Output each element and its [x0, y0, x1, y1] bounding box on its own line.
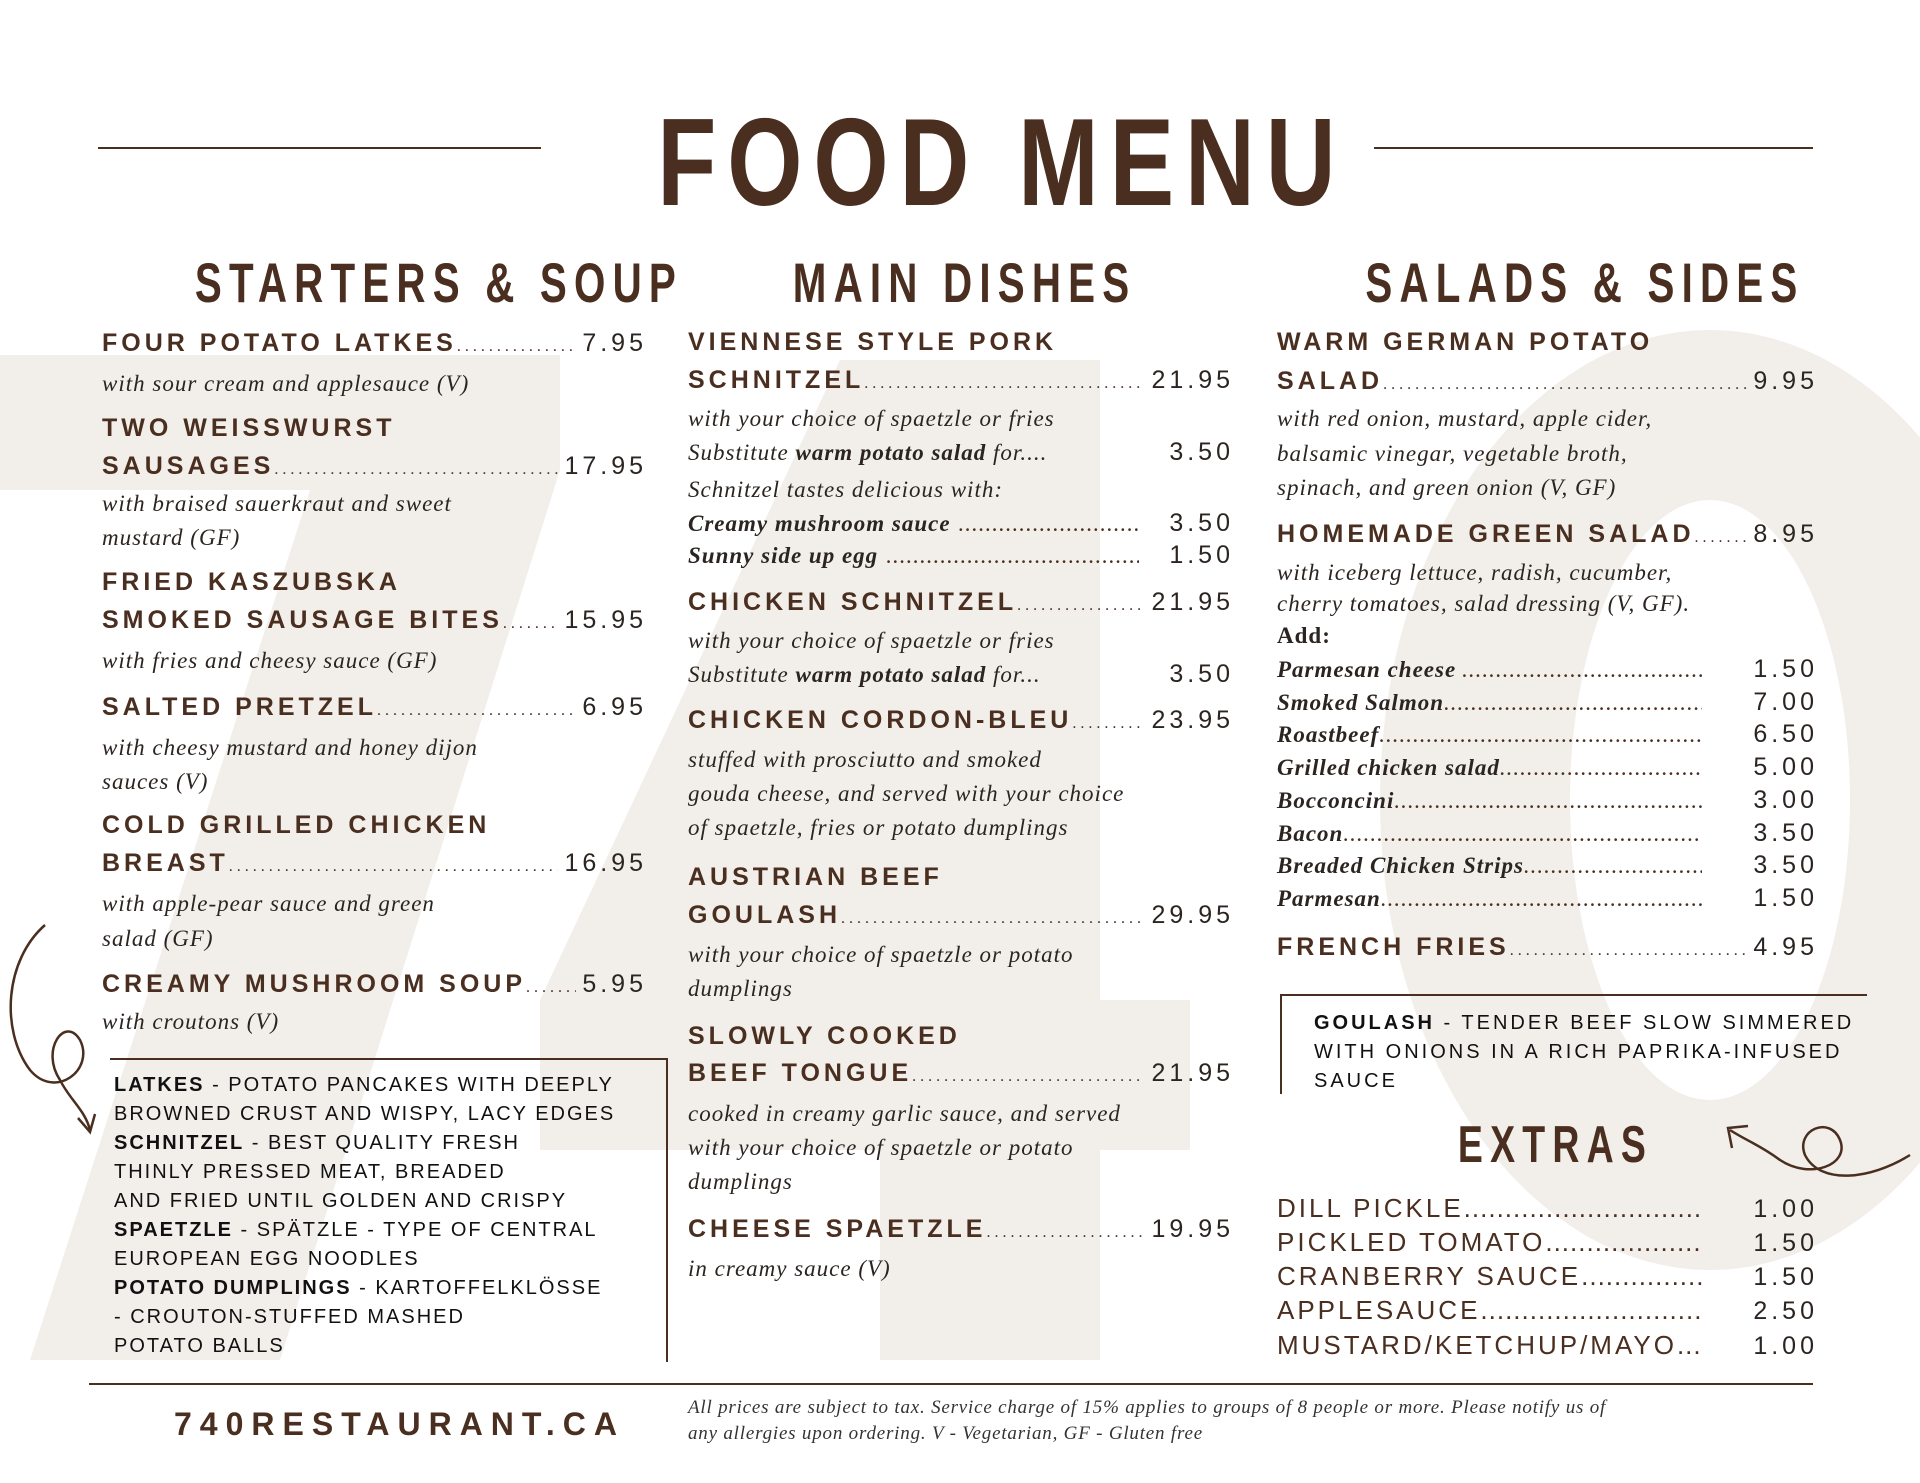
dot-leader: [1394, 788, 1702, 814]
page-title-wrap: [560, 92, 1360, 234]
item-name: CHICKEN SCHNITZEL: [688, 588, 1018, 616]
item-price: 6.95: [582, 693, 647, 721]
glossary-text: - KARTOFFELKLÖSSE: [351, 1277, 603, 1299]
section-mains-wrap: [700, 250, 1230, 315]
menu-row: [1277, 933, 1818, 965]
item-name: CHEESE SPAETZLE: [688, 1215, 987, 1243]
item-price: 21.95: [1151, 588, 1234, 616]
item-name: COLD GRILLED CHICKEN: [102, 811, 491, 839]
menu-row: [688, 660, 1234, 692]
menu-row: [1277, 688, 1818, 720]
section-extras-wrap: [1400, 1115, 1710, 1175]
sub-text: Substitute: [688, 440, 796, 465]
item-price: 5.00: [1753, 753, 1818, 781]
menu-row: [688, 366, 1234, 398]
divider: [1374, 147, 1813, 149]
dot-leader: [1695, 522, 1748, 554]
extra-name: MUSTARD/KETCHUP/MAYO: [1277, 1330, 1677, 1360]
dot-leader: [1677, 1330, 1702, 1361]
sub-text: warm potato salad: [795, 440, 987, 465]
menu-row: [102, 693, 647, 725]
item-description: salad (GF): [102, 926, 214, 951]
menu-row: [1277, 1295, 1818, 1327]
menu-row: [1277, 786, 1818, 818]
item-name: HOMEMADE GREEN SALAD: [1277, 520, 1695, 548]
menu-row: [1277, 720, 1818, 752]
item-description: sauces (V): [102, 769, 209, 794]
dot-leader: [1383, 369, 1747, 401]
menu-row: [102, 452, 647, 484]
item-price: 19.95: [1151, 1215, 1234, 1243]
item-price: 7.00: [1753, 688, 1818, 716]
sub-text: Substitute: [688, 662, 796, 687]
glossary-term: SCHNITZEL: [114, 1132, 245, 1154]
dot-leader: [1480, 1295, 1702, 1326]
glossary-text: THINLY PRESSED MEAT, BREADED: [114, 1161, 506, 1183]
menu-row: [1277, 819, 1818, 851]
divider: [98, 147, 541, 149]
extra-name: DILL PICKLE: [1277, 1193, 1464, 1223]
item-price: 21.95: [1151, 366, 1234, 394]
menu-row: [688, 706, 1234, 738]
item-price: 1.50: [1753, 655, 1818, 683]
item-price: 21.95: [1151, 1059, 1234, 1087]
footer-note-line: All prices are subject to tax. Service charge of 15% applies to groups of 8 people or more. Please notify us of: [688, 1397, 1607, 1418]
dot-leader: [886, 543, 1139, 569]
addon-name: Grilled chicken salad: [1277, 755, 1500, 780]
item-description: dumplings: [688, 976, 793, 1001]
section-extras-heading: EXTRAS: [1457, 1116, 1653, 1174]
section-starters-heading: STARTERS & SOUP: [194, 251, 683, 314]
addon-name: Parmesan cheese: [1277, 657, 1457, 682]
dot-leader: [1444, 690, 1702, 716]
item-price: 2.50: [1753, 1297, 1818, 1325]
dot-leader: [1464, 1193, 1702, 1224]
addon-name: Parmesan: [1277, 886, 1381, 911]
item-name: WARM GERMAN POTATO: [1277, 328, 1654, 356]
menu-row: [688, 588, 1234, 620]
menu-row: [688, 438, 1234, 470]
item-name: GOULASH: [688, 901, 841, 929]
sub-text: for...: [986, 662, 1041, 687]
item-description: with your choice of spaetzle or fries: [688, 406, 1055, 431]
menu-row: [1277, 753, 1818, 785]
item-description: with your choice of spaetzle or potato: [688, 942, 1074, 967]
menu-row: [688, 541, 1234, 573]
glossary-text: - BEST QUALITY FRESH: [244, 1132, 520, 1154]
section-salads-wrap: [1280, 250, 1825, 315]
item-price: 15.95: [564, 606, 647, 634]
item-name: AUSTRIAN BEEF: [688, 863, 943, 891]
dot-leader: [986, 1217, 1145, 1249]
dot-leader: [1581, 1261, 1702, 1292]
dot-leader: [1072, 708, 1145, 740]
section-salads-heading: SALADS & SIDES: [1365, 251, 1805, 314]
menu-row: [688, 1215, 1234, 1247]
glossary-text: EUROPEAN EGG NOODLES: [114, 1248, 420, 1270]
glossary-text: - CROUTON-STUFFED MASHED: [114, 1306, 465, 1328]
dot-leader: [1524, 853, 1702, 879]
item-description: mustard (GF): [102, 525, 241, 550]
item-price: 3.00: [1753, 786, 1818, 814]
extra-name: APPLESAUCE: [1277, 1295, 1481, 1325]
item-price: 3.50: [1753, 819, 1818, 847]
menu-row: [102, 329, 647, 361]
item-description: with fries and cheesy sauce (GF): [102, 648, 438, 673]
item-price: 1.00: [1753, 1195, 1818, 1223]
footer-divider: [89, 1383, 1813, 1385]
curly-arrow-icon: [1710, 1070, 1920, 1190]
addon-name: Bacon: [1277, 821, 1344, 846]
dot-leader: [457, 331, 576, 363]
item-price: 9.95: [1753, 367, 1818, 395]
item-price: 6.50: [1753, 720, 1818, 748]
item-description: with cheesy mustard and honey dijon: [102, 735, 478, 760]
menu-row: [1277, 367, 1818, 399]
dot-leader: [864, 368, 1145, 400]
item-price: 1.50: [1169, 541, 1234, 569]
item-name: SLOWLY COOKED: [688, 1022, 961, 1050]
item-price: 8.95: [1753, 520, 1818, 548]
menu-row: [688, 901, 1234, 933]
item-description: Schnitzel tastes delicious with:: [688, 477, 1003, 502]
item-price: 5.95: [582, 970, 647, 998]
extra-name: CRANBERRY SAUCE: [1277, 1261, 1582, 1291]
item-name: CREAMY MUSHROOM SOUP: [102, 970, 527, 998]
item-price: 1.50: [1753, 1229, 1818, 1257]
item-description: with braised sauerkraut and sweet: [102, 491, 452, 516]
glossary-left: [114, 1071, 615, 1361]
item-description: with sour cream and applesauce (V): [102, 371, 470, 396]
menu-row: [102, 606, 647, 638]
item-description: cooked in creamy garlic sauce, and served: [688, 1101, 1121, 1126]
item-description: in creamy sauce (V): [688, 1256, 891, 1281]
dot-leader: [841, 903, 1145, 935]
glossary-term: POTATO DUMPLINGS: [114, 1277, 352, 1299]
glossary-text: - SPÄTZLE - TYPE OF CENTRAL: [232, 1219, 598, 1241]
dot-leader: [1510, 935, 1748, 967]
item-description: stuffed with prosciutto and smoked: [688, 747, 1042, 772]
item-name: BEEF TONGUE: [688, 1059, 913, 1087]
item-price: 17.95: [564, 452, 647, 480]
item-name: VIENNESE STYLE PORK: [688, 328, 1058, 356]
dot-leader: [1381, 886, 1702, 912]
addon-name: Creamy mushroom sauce: [688, 511, 951, 536]
item-description: cherry tomatoes, salad dressing (V, GF).: [1277, 591, 1691, 616]
dot-leader: [274, 454, 558, 486]
item-description: with croutons (V): [102, 1009, 280, 1034]
dot-leader: [1462, 657, 1702, 683]
dot-leader: [959, 511, 1140, 537]
item-price: 3.50: [1753, 851, 1818, 879]
menu-row: [1277, 1227, 1818, 1259]
item-description: with your choice of spaetzle or fries: [688, 628, 1055, 653]
item-price: 3.50: [1169, 438, 1234, 466]
menu-row: [1277, 1330, 1818, 1362]
glossary-term: SPAETZLE: [114, 1219, 233, 1241]
item-price: 7.95: [582, 329, 647, 357]
item-description: gouda cheese, and served with your choice: [688, 781, 1125, 806]
menu-row: [1277, 1261, 1818, 1293]
menu-row: [102, 849, 647, 881]
website-link[interactable]: 740RESTAURANT.CA: [174, 1406, 626, 1442]
sub-text: warm potato salad: [795, 662, 987, 687]
dot-leader: [1500, 755, 1702, 781]
item-price: 1.00: [1753, 1332, 1818, 1360]
dot-leader: [1343, 821, 1702, 847]
menu-row: [1277, 1193, 1818, 1225]
item-description: spinach, and green onion (V, GF): [1277, 475, 1617, 500]
menu-row: [1277, 520, 1818, 552]
glossary-term: LATKES: [114, 1074, 205, 1096]
dot-leader: [503, 608, 559, 640]
item-price: 1.50: [1753, 1263, 1818, 1291]
item-name: FOUR POTATO LATKES: [102, 329, 457, 357]
glossary-text: AND FRIED UNTIL GOLDEN AND CRISPY: [114, 1190, 568, 1212]
section-mains-heading: MAIN DISHES: [793, 251, 1137, 314]
glossary-text: BROWNED CRUST AND WISPY, LACY EDGES: [114, 1103, 616, 1125]
footer-note: [688, 1395, 1606, 1447]
item-name: SALTED PRETZEL: [102, 693, 377, 721]
item-description: with apple-pear sauce and green: [102, 891, 435, 916]
item-description: with iceberg lettuce, radish, cucumber,: [1277, 560, 1673, 585]
glossary-text: - POTATO PANCAKES WITH DEEPLY: [204, 1074, 614, 1096]
item-price: 4.95: [1753, 933, 1818, 961]
addon-name: Smoked Salmon: [1277, 690, 1445, 715]
addon-name: Bocconcini: [1277, 788, 1395, 813]
section-starters-wrap: [100, 250, 683, 315]
menu-row: [1277, 884, 1818, 916]
item-description: dumplings: [688, 1169, 793, 1194]
item-name: CHICKEN CORDON-BLEU: [688, 706, 1073, 734]
menu-row: [688, 509, 1234, 541]
item-name: SALAD: [1277, 367, 1384, 395]
glossary-text: POTATO BALLS: [114, 1335, 285, 1357]
item-price: 16.95: [564, 849, 647, 877]
item-price: 3.50: [1169, 509, 1234, 537]
addon-name: Breaded Chicken Strips: [1277, 853, 1524, 878]
item-name: FRIED KASZUBSKA: [102, 568, 401, 596]
dot-leader: [1379, 722, 1702, 748]
item-price: 3.50: [1169, 660, 1234, 688]
item-price: 23.95: [1151, 706, 1234, 734]
item-name: TWO WEISSWURST: [102, 414, 396, 442]
extra-name: PICKLED TOMATO: [1277, 1227, 1546, 1257]
dot-leader: [377, 695, 576, 727]
curly-arrow-icon: [0, 920, 110, 1140]
footer-note-line: any allergies upon ordering. V - Vegetarian, GF - Gluten free: [688, 1423, 1203, 1444]
page-title: FOOD MENU: [657, 94, 1347, 232]
item-name: SAUSAGES: [102, 452, 275, 480]
dot-leader: [912, 1061, 1145, 1093]
item-price: 29.95: [1151, 901, 1234, 929]
sub-text: for....: [986, 440, 1048, 465]
item-name: BREAST: [102, 849, 229, 877]
glossary-text: WITH ONIONS IN A RICH PAPRIKA-INFUSED: [1314, 1041, 1843, 1063]
glossary-term: GOULASH: [1314, 1012, 1435, 1034]
addon-name: Sunny side up egg: [688, 543, 879, 568]
dot-leader: [1545, 1227, 1702, 1258]
item-name: SMOKED SAUSAGE BITES: [102, 606, 503, 634]
dot-leader: [526, 972, 576, 1004]
item-name: SCHNITZEL: [688, 366, 865, 394]
addon-name: Roastbeef: [1277, 722, 1380, 747]
item-price: 1.50: [1753, 884, 1818, 912]
menu-row: [1277, 851, 1818, 883]
menu-row: [1277, 655, 1818, 687]
glossary-text: - TENDER BEEF SLOW SIMMERED: [1435, 1012, 1855, 1034]
item-name: FRENCH FRIES: [1277, 933, 1510, 961]
dot-leader: [1017, 590, 1145, 622]
menu-row: [102, 970, 647, 1002]
item-description: with red onion, mustard, apple cider,: [1277, 406, 1653, 431]
glossary-text: SAUCE: [1314, 1070, 1398, 1092]
item-description: balsamic vinegar, vegetable broth,: [1277, 441, 1628, 466]
add-label: Add:: [1277, 623, 1331, 648]
dot-leader: [229, 851, 559, 883]
item-description: with your choice of spaetzle or potato: [688, 1135, 1074, 1160]
item-description: of spaetzle, fries or potato dumplings: [688, 815, 1069, 840]
menu-row: [688, 1059, 1234, 1091]
